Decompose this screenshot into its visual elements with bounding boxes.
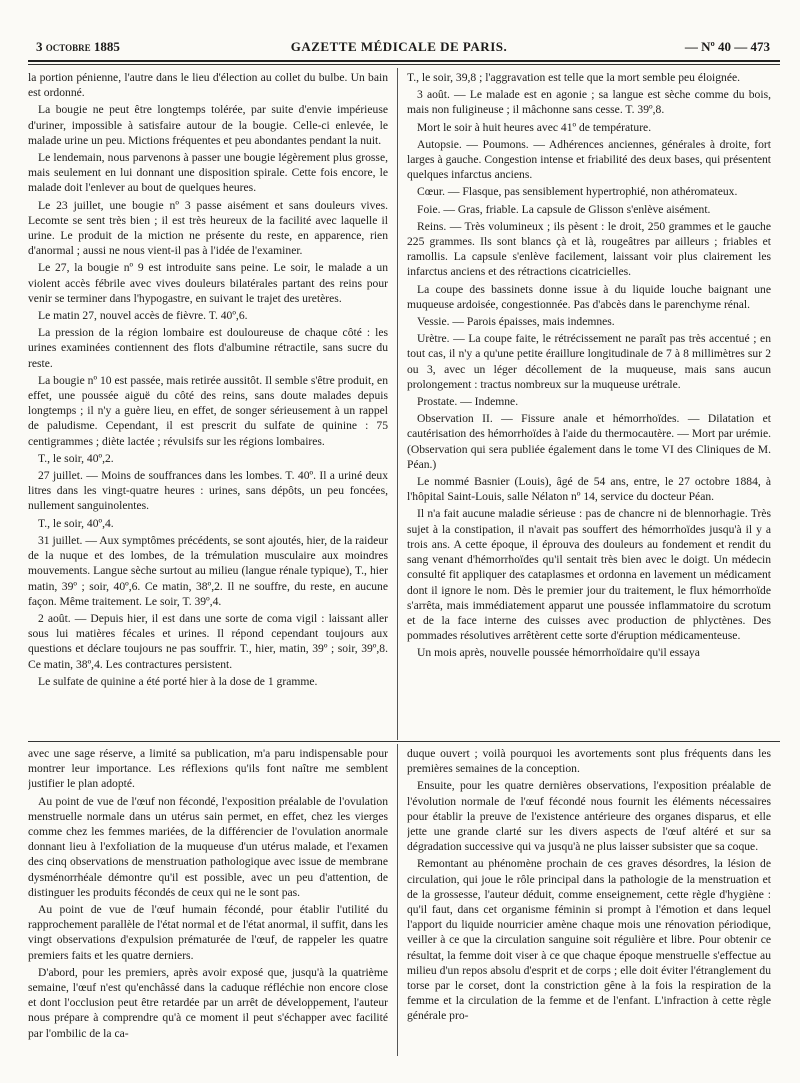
section-divider xyxy=(28,741,780,742)
paragraph: La pression de la région lombaire est douloureuse de chaque côté : les urines examinées contiennent des flots d'albumine rétractile, sans sucre du reste. xyxy=(28,326,388,370)
paragraph: 27 juillet. — Moins de souffrances dans les lombes. T. 40º. Il a uriné deux litres dans les vingt-quatre heures : urines, sans dépôts, un peu foncées, nullement sanguinolentes. xyxy=(28,469,388,513)
column-bottom-left xyxy=(28,746,388,1056)
paragraph: T., le soir, 39,8 ; l'aggravation est telle que la mort semble peu éloignée. xyxy=(407,71,741,84)
paragraph: Remontant au phénomène prochain de ces graves désordres, la lésion de circulation, qui joue le rôle principal dans la pathologie de la menstruation et de la grossesse, l'auteur déduit, comme enseignement, cette règle d'hygiène : qu'il faut, dans cet organisme féminin si prompt à l'émotion et dans lequel l'apport du liquide nourricier amène chaque mois une rénovation périodique, veiller à ce que la circulation sanguine soit régulière et libre. Pour obtenir ce résultat, la femme doit viser à ce que chaque époque menstruelle s'effectue au milieu d'un repos absolu d'esprit et de corps ; elle doit éviter l'étranglement du torse par le corset, dont la constriction gêne à la fois la respiration de la femme et la circulation de la femme et de l'enfant. L'infraction à cette règle générale pro- xyxy=(407,857,771,1023)
column-top-left xyxy=(28,70,388,738)
paragraph: Il n'a fait aucune maladie sérieuse : pas de chancre ni de blennorhagie. Très sujet à la constipation, il n'avait pas souffert des hémorrhoïdes jusqu'à il y a trois ans. A cette époque, il éprouva des douleurs au fondement et rendit du sang venant d'hémorrhoïdes qu'il sentait très bien avec le doigt. Un médecin consulté fit appliquer des cataplasmes et ordonna en lavement un médicament dont il ignore le nom. Dès le premier jour du traitement, le flux hémorrhoïde s'arrêta, mais immédiatement apparut une poussée inflammatoire du scrotum et de la face interne des cuisses avec production de phlyctènes. Des pommades résolutives arrêtèrent cette sorte d'éruption médicamenteuse. xyxy=(407,507,771,643)
paragraph: Foie. — Gras, friable. La capsule de Glisson s'enlève aisément. xyxy=(417,202,711,216)
paragraph: Le lendemain, nous parvenons à passer une bougie légèrement plus grosse, mais seulement en lui donnant une disposition spirale. Cette fois encore, le malade doit l'enlever au bout de quelques heures. xyxy=(28,151,388,195)
paragraph: Le nommé Basnier (Louis), âgé de 54 ans, entre, le 27 octobre 1884, à l'hôpital Saint-Louis, salle Nélaton nº 14, service du docteur Péan. xyxy=(407,475,771,504)
paragraph: avec une sage réserve, a limité sa publication, m'a paru indispensable pour montrer leur importance. Les réflexions qu'ils font naître me semblent justifier le plan adopté. xyxy=(28,747,388,791)
paragraph: Ensuite, pour les quatre dernières observations, l'exposition préalable de l'évolution normale de l'œuf fécondé nous fournit les éléments nécessaires pour établir la preuve de l'existence antérieure des organes disparus, et elle jette une grande clarté sur les divers aspects de l'œuf altéré et sur sa dégradation successive qui va jusqu'à ne plus laisser subsister que sa coque. xyxy=(407,779,771,854)
header-rule xyxy=(28,60,780,62)
paragraph: Vessie. — Parois épaisses, mais indemnes. xyxy=(417,315,615,329)
header-date: 3 octobre 1885 xyxy=(36,39,120,54)
paragraph: Le 23 juillet, une bougie nº 3 passe aisément et sans douleurs vives. Lecomte se sent très bien ; il est très heureux de la facilité avec laquelle il urine. Le produit de la miction ne présente du reste, en apparence, rien d'anormal ; aussi ne nous vient-il pas à l'idée de l'examiner. xyxy=(28,198,388,258)
paragraph: La bougie nº 10 est passée, mais retirée aussitôt. Il semble s'être produit, en effet, une poussée aiguë du côté des reins, sans doute malades depuis longtemps ; il n'y a guère lieu, en effet, de songer sérieusement à un rappel de paludisme. Cependant, il est prescrit du sulfate de quinine : 75 centigrammes ; diète lactée ; révulsifs sur les régions lombaires. xyxy=(28,373,388,448)
paragraph: Le 27, la bougie nº 9 est introduite sans peine. Le soir, le malade a un violent accès fébrile avec vives douleurs bilatérales partant des reins pour venir se terminer dans l'hypogastre, en suivant le trajet des uretères. xyxy=(28,261,388,305)
paragraph: Autopsie. — Poumons. — Adhérences anciennes, générales à droite, fort larges à gauche. Congestion intense et friabilité des deux bases, qui présentent quelques infarctus anciens. xyxy=(407,137,771,182)
column-divider-bottom xyxy=(397,744,398,1056)
column-divider-top xyxy=(397,68,398,740)
paragraph: duque ouvert ; voilà pourquoi les avortements sont plus fréquents dans les premières semaines de la conception. xyxy=(407,747,771,776)
paragraph: Reins. — Très volumineux ; ils pèsent : le droit, 250 grammes et le gauche 225 grammes. Ils sont blancs çà et là, rougeâtres par ailleurs ; friables et ramollis. La capsule s'enlève facilement, laissant voir plus clairement les infarctus anciens et des rétractions cicatricielles. xyxy=(407,219,771,279)
paragraph: T., le soir, 40º,2. xyxy=(38,451,114,465)
paragraph: Mort le soir à huit heures avec 41º de température. xyxy=(417,120,652,134)
paragraph: Cœur. — Flasque, pas sensiblement hypertrophié, non athéromateux. xyxy=(417,185,738,199)
column-top-right xyxy=(407,70,771,738)
paragraph: La bougie ne peut être longtemps tolérée, par suite d'envie impérieuse d'uriner, impossible à satisfaire autour de la bougie. Celle-ci enlevée, le malade urine un peu. Mictions fréquentes et peu abondantes pendant la nuit. xyxy=(28,103,388,147)
paragraph: Au point de vue de l'œuf humain fécondé, pour établir l'utilité du rapprochement parallèle de l'état normal et de l'état anormal, il suffit, dans les vingt observations d'expulsion prématurée de l'œuf, de rappeler les quatre premiers faits et les quatre derniers. xyxy=(28,903,388,962)
paragraph: 2 août. — Depuis hier, il est dans une sorte de coma vigil : laissant aller sous lui matières fécales et urines. Il répond cependant toujours aux questions et déclare toujours ne pas souffrir. T., hier, matin, 39º ; soir, 39º,8. Ce matin, 38º,4. Les contractures persistent. xyxy=(28,611,388,671)
paragraph: Observation II. — Fissure anale et hémorrhoïdes. — Dilatation et cautérisation des hémorrhoïdes à l'aide du thermocautère. — Mort par urémie. (Observation qui sera publiée également dans le tome VI des Cliniques de M. Péan.) xyxy=(407,412,771,471)
paragraph: T., le soir, 40º,4. xyxy=(38,516,114,530)
paragraph: Le matin 27, nouvel accès de fièvre. T. 40º,6. xyxy=(38,309,248,323)
page-number: — Nº 40 — 473 xyxy=(684,39,770,54)
paragraph: 31 juillet. — Aux symptômes précédents, se sont ajoutés, hier, de la raideur de la nuque et des lombes, de la trémulation musculaire aux moindres mouvements. Langue sèche surtout au milieu (langue rénale typique), T., hier matin, 39º ; soir, 40º,6. Ce matin, 38º,2. Il ne souffre, du reste, en aucune façon. Même traitement. Le soir, T. 39º,4. xyxy=(28,533,388,608)
journal-title: GAZETTE MÉDICALE DE PARIS. xyxy=(290,39,508,54)
paragraph: La coupe des bassinets donne issue à du liquide louche baignant une muqueuse ardoisée, congestionnée. Pas d'abcès dans le parenchyme rénal. xyxy=(407,282,771,311)
paragraph: Urètre. — La coupe faite, le rétrécissement ne paraît pas très accentué ; en tout cas, il n'y a qu'une petite éraillure longitudinale de 7 à 8 millimètres sur 2 ou 3, avec un léger décollement de la muqueuse, mais sans aucun prolongement : tractus nombreux sur la muqueuse urétrale. xyxy=(407,332,771,391)
column-bottom-right xyxy=(407,746,771,1056)
paragraph: la portion pénienne, l'autre dans le lieu d'élection au collet du bulbe. Un bain est ordonné. xyxy=(28,71,388,100)
paragraph: 3 août. — Le malade est en agonie ; sa langue est sèche comme du bois, mais non fuligineuse ; il mâchonne sans cesse. T. 39º,8. xyxy=(407,88,771,117)
paragraph: Au point de vue de l'œuf non fécondé, l'exposition préalable de l'ovulation menstruelle normale dans un utérus sain permet, en effet, chez les vierges comme chez les femmes mariées, de la différencier de l'ovulation anormale donnant lieu à l'exfoliation de la muqueuse d'un utérus malade, et l'examen des cinq observations de menstruation pathologique avec issue de membrane dysménorrhéale démontre qu'il est possible, avec un peu d'attention, de distinguer les produits fécondés de ceux qui ne le sont pas. xyxy=(28,794,388,899)
paragraph: D'abord, pour les premiers, après avoir exposé que, jusqu'à la quatrième semaine, l'œuf n'est qu'enchâssé dans la caduque réfléchie non encore close et dont l'occlusion peut être retardée par un arrêt de développement, l'auteur nous prépare à comprendre qu'à ce moment il peut s'échapper avec facilité par l'ombilic de la ca- xyxy=(28,965,388,1040)
page-header xyxy=(28,37,770,57)
header-rule-thin xyxy=(28,64,780,65)
paragraph: Le sulfate de quinine a été porté hier à la dose de 1 gramme. xyxy=(38,674,318,688)
paragraph: Prostate. — Indemne. xyxy=(417,395,519,409)
paragraph: Un mois après, nouvelle poussée hémorrhoïdaire qu'il essaya xyxy=(417,646,700,660)
